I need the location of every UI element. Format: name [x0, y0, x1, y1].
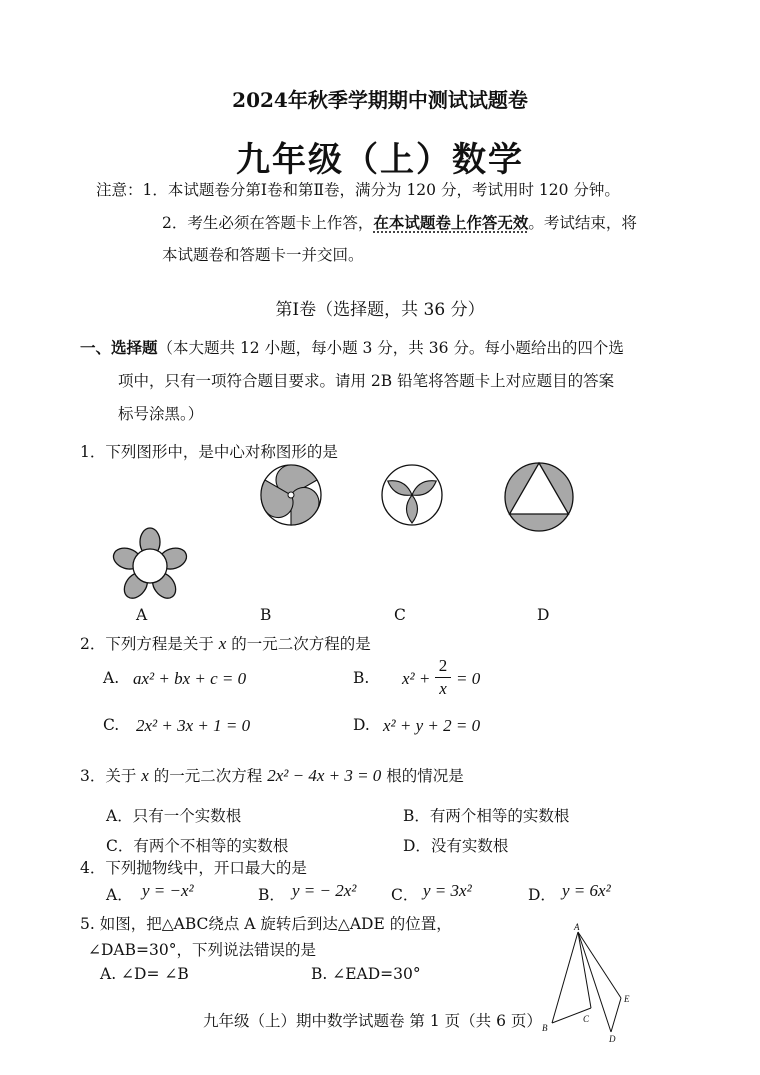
q2-stem-a: 2．下列方程是关于 [80, 635, 219, 653]
q4-option-d-label: D． [528, 886, 556, 904]
q1-stem: 1．下列图形中，是中心对称图形的是 [80, 443, 338, 461]
q3-option-d: D．没有实数根 [403, 837, 509, 855]
point-b-label: B [542, 1023, 548, 1033]
q3-stem [80, 764, 464, 786]
fraction-bar [435, 677, 451, 678]
q2-option-b-label: B. [353, 669, 370, 687]
q3-stem-b: 的一元二次方程 [148, 767, 268, 785]
q4-option-a: y = −x² [142, 881, 194, 900]
point-c-label: C [583, 1014, 590, 1024]
q2-option-c-label: C. [103, 716, 120, 734]
part-intro-line-3: 标号涂黑。） [118, 405, 204, 423]
notice-line-2-c: 。考试结束，将 [528, 214, 637, 232]
q1-label-d: D [537, 606, 550, 624]
q3-stem-eq: 2x² − 4x + 3 = 0 [267, 766, 382, 785]
q2-option-d: x² + y + 2 = 0 [383, 716, 481, 735]
q1-figure-d [503, 461, 575, 533]
section-heading: 第Ⅰ卷（选择题，共 36 分） [275, 300, 485, 320]
flower-center [133, 549, 167, 583]
q2-option-a-label: A. [103, 669, 120, 687]
q4-option-d: y = 6x² [562, 881, 611, 900]
q5-stem-line-2: ∠DAB=30°，下列说法错误的是 [88, 941, 316, 959]
q1-label-b: B [260, 606, 272, 624]
q4-option-c-label: C． [391, 886, 419, 904]
q1-figure-c [380, 463, 444, 527]
notice-line-2 [162, 211, 637, 233]
q4-option-b-label: B． [258, 886, 285, 904]
q3-stem-c: 根的情况是 [381, 767, 464, 785]
segment-de [611, 998, 621, 1032]
point-a-label: A [574, 922, 580, 932]
part-intro-line-2: 项中，只有一项符合题目要求。请用 2B 铅笔将答题卡上对应题目的答案 [118, 372, 615, 390]
q3-stem-a: 3．关于 [80, 767, 142, 785]
notice-emphasis: 在本试题卷上作答无效 [373, 213, 529, 232]
part-desc-1: （本大题共 12 小题，每小题 3 分，共 36 分。每小题给出的四个选 [157, 339, 624, 357]
part-label: 一、选择题 [80, 338, 158, 357]
q3-option-b: B．有两个相等的实数根 [403, 807, 570, 825]
page-footer: 九年级（上）期中数学试题卷 第 1 页（共 6 页） [203, 1012, 542, 1030]
q2-option-a: ax² + bx + c = 0 [133, 669, 247, 688]
point-e-label: E [624, 994, 630, 1004]
q2-option-c: 2x² + 3x + 1 = 0 [136, 716, 251, 735]
q1-label-c: C [394, 606, 406, 624]
q3-stem-var: x [141, 766, 149, 785]
q1-figure-b [259, 463, 323, 527]
q3-option-c: C．有两个不相等的实数根 [106, 837, 289, 855]
q2-option-b-right: = 0 [456, 669, 481, 688]
q1-figure-a [112, 528, 188, 604]
q4-stem: 4．下列抛物线中，开口最大的是 [80, 859, 307, 877]
notice-line-1: 注意：1．本试题卷分第Ⅰ卷和第Ⅱ卷，满分为 120 分，考试用时 120 分钟。 [96, 181, 620, 199]
exam-subtitle: 2024年秋季学期期中测试试题卷 [232, 88, 528, 112]
q4-option-c: y = 3x² [423, 881, 472, 900]
segment-ac [578, 932, 591, 1008]
point-d-label: D [609, 1034, 616, 1044]
exam-title: 九年级（上）数学 [236, 140, 524, 180]
q3-option-a: A．只有一个实数根 [106, 807, 242, 825]
notice-line-2-a: 2．考生必须在答题卡上作答， [162, 214, 374, 232]
segment-ab [552, 932, 578, 1023]
q5-option-a: A. ∠D= ∠B [100, 965, 189, 983]
q2-option-b-denominator: x [439, 679, 447, 698]
q2-option-b-left: x² + [402, 669, 431, 688]
q5-stem-line-1: 5. 如图，把△ABC绕点 A 旋转后到达△ADE 的位置， [80, 915, 452, 933]
q2-option-d-label: D. [353, 716, 370, 734]
notice-line-3: 本试题卷和答题卡一并交回。 [162, 246, 364, 264]
q5-figure [536, 920, 646, 1050]
q4-option-a-label: A． [106, 886, 133, 904]
q2-option-b-numerator: 2 [438, 656, 448, 675]
part-intro-line-1 [80, 336, 624, 358]
q2-stem-b: 的一元二次方程的是 [226, 635, 371, 653]
q1-label-a: A [136, 606, 148, 624]
q4-option-b: y = − 2x² [292, 881, 357, 900]
q2-stem [80, 632, 371, 654]
q5-option-b: B. ∠EAD=30° [311, 965, 421, 983]
q2-stem-var: x [218, 634, 227, 653]
segment-ae [578, 932, 621, 998]
